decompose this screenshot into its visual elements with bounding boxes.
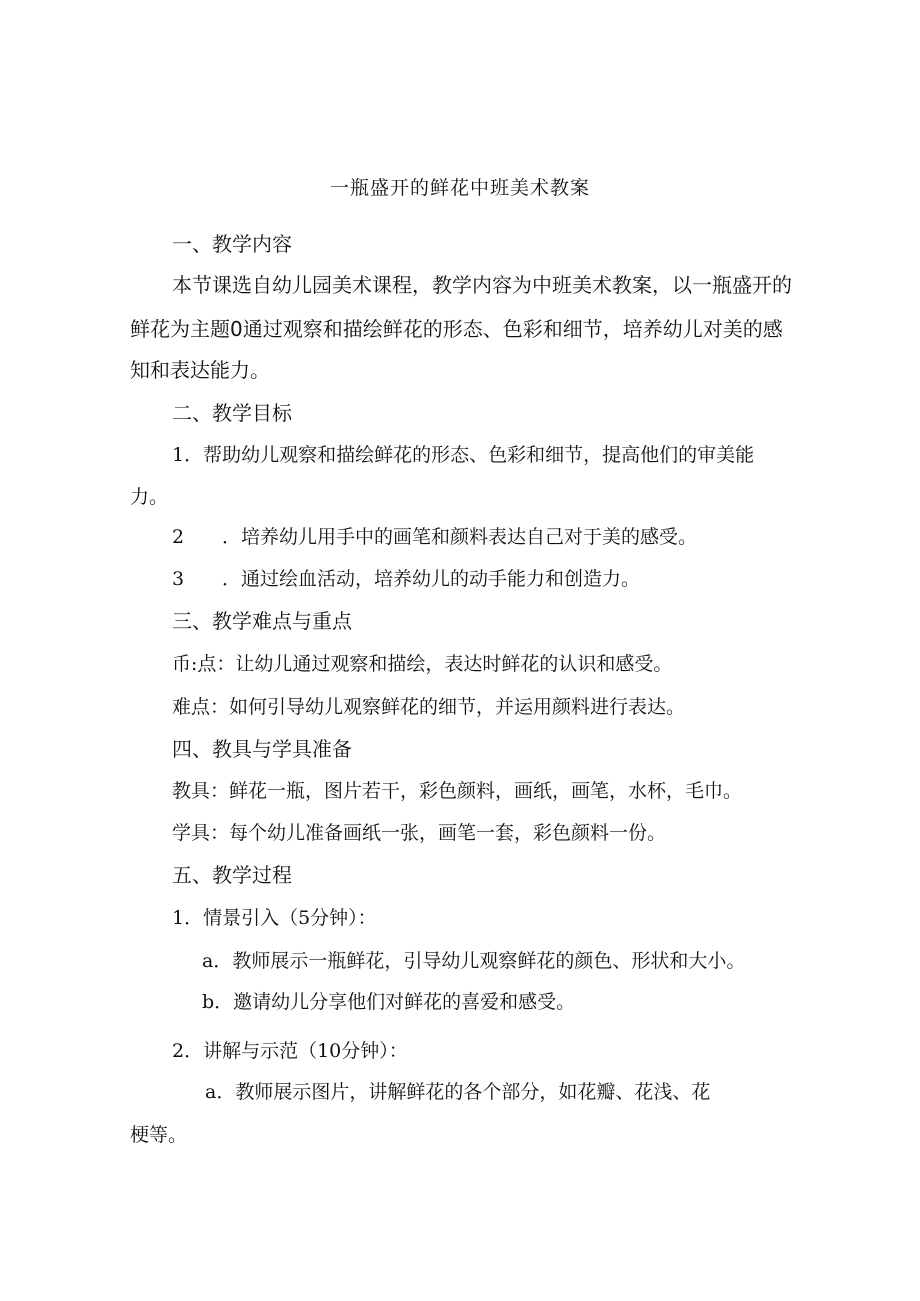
page-title: 一瓶盛开的鲜花中班美术教案	[329, 177, 590, 199]
section-heading-process: 五、教学过程	[172, 863, 292, 887]
section-heading-tools: 四、教具与学具准备	[172, 737, 352, 761]
paragraph-line: 本节课选自幼儿园美术课程，教学内容为中班美术教案，以一瓶盛开的	[172, 273, 792, 297]
goal-item-3	[172, 564, 640, 594]
process-step-2-title: 2．讲解与示范（10分钟）：	[172, 1040, 408, 1062]
section-heading-content: 一、教学内容	[172, 232, 292, 256]
process-step-1-title: 1．情景引入（5分钟）：	[172, 907, 377, 929]
goal-item-2	[172, 522, 697, 552]
key-point: 币:点：让幼儿通过观察和描绘，表达时鲜花的认识和感受。	[172, 653, 673, 675]
process-step-1-a: a．教师展示一瓶鲜花，引导幼儿观察鲜花的颜色、形状和大小。	[202, 950, 746, 972]
process-step-1-b: b．邀请幼儿分享他们对鲜花的喜爱和感受。	[202, 991, 576, 1013]
teacher-tools: 教具：鲜花一瓶，图片若干，彩色颜料，画纸，画笔，水杯，毛巾。	[172, 780, 743, 802]
goal-item-1-line: 1．帮助幼儿观察和描绘鲜花的形态、色彩和细节，提高他们的审美能	[172, 444, 755, 466]
difficult-point: 难点：如何引导幼儿观察鲜花的细节，并运用颜料进行表达。	[172, 696, 686, 718]
paragraph-line: 知和表达能力。	[130, 358, 270, 382]
paragraph-line: 鲜花为主题0通过观察和描绘鲜花的形态、色彩和细节，培养幼儿对美的感	[130, 317, 783, 341]
goal-item-2-text: ．培养幼儿用手中的画笔和颜料表达自己对于美的感受。	[222, 526, 698, 548]
section-heading-goals: 二、教学目标	[172, 401, 292, 425]
goal-item-3-text: ．通过绘血活动，培养幼儿的动手能力和创造力。	[222, 568, 641, 590]
section-heading-difficulties: 三、教学难点与重点	[172, 609, 352, 633]
student-tools: 学具：每个幼儿准备画纸一张，画笔一套，彩色颜料一份。	[172, 822, 667, 844]
goal-item-2-number: 2	[172, 526, 185, 548]
process-step-2-a-line: 梗等。	[130, 1124, 188, 1146]
process-step-2-a-line: a．教师展示图片，讲解鲜花的各个部分，如花瓣、花浅、花	[205, 1081, 711, 1103]
goal-item-1-line: 力。	[130, 486, 169, 508]
goal-item-3-number: 3	[172, 568, 185, 590]
